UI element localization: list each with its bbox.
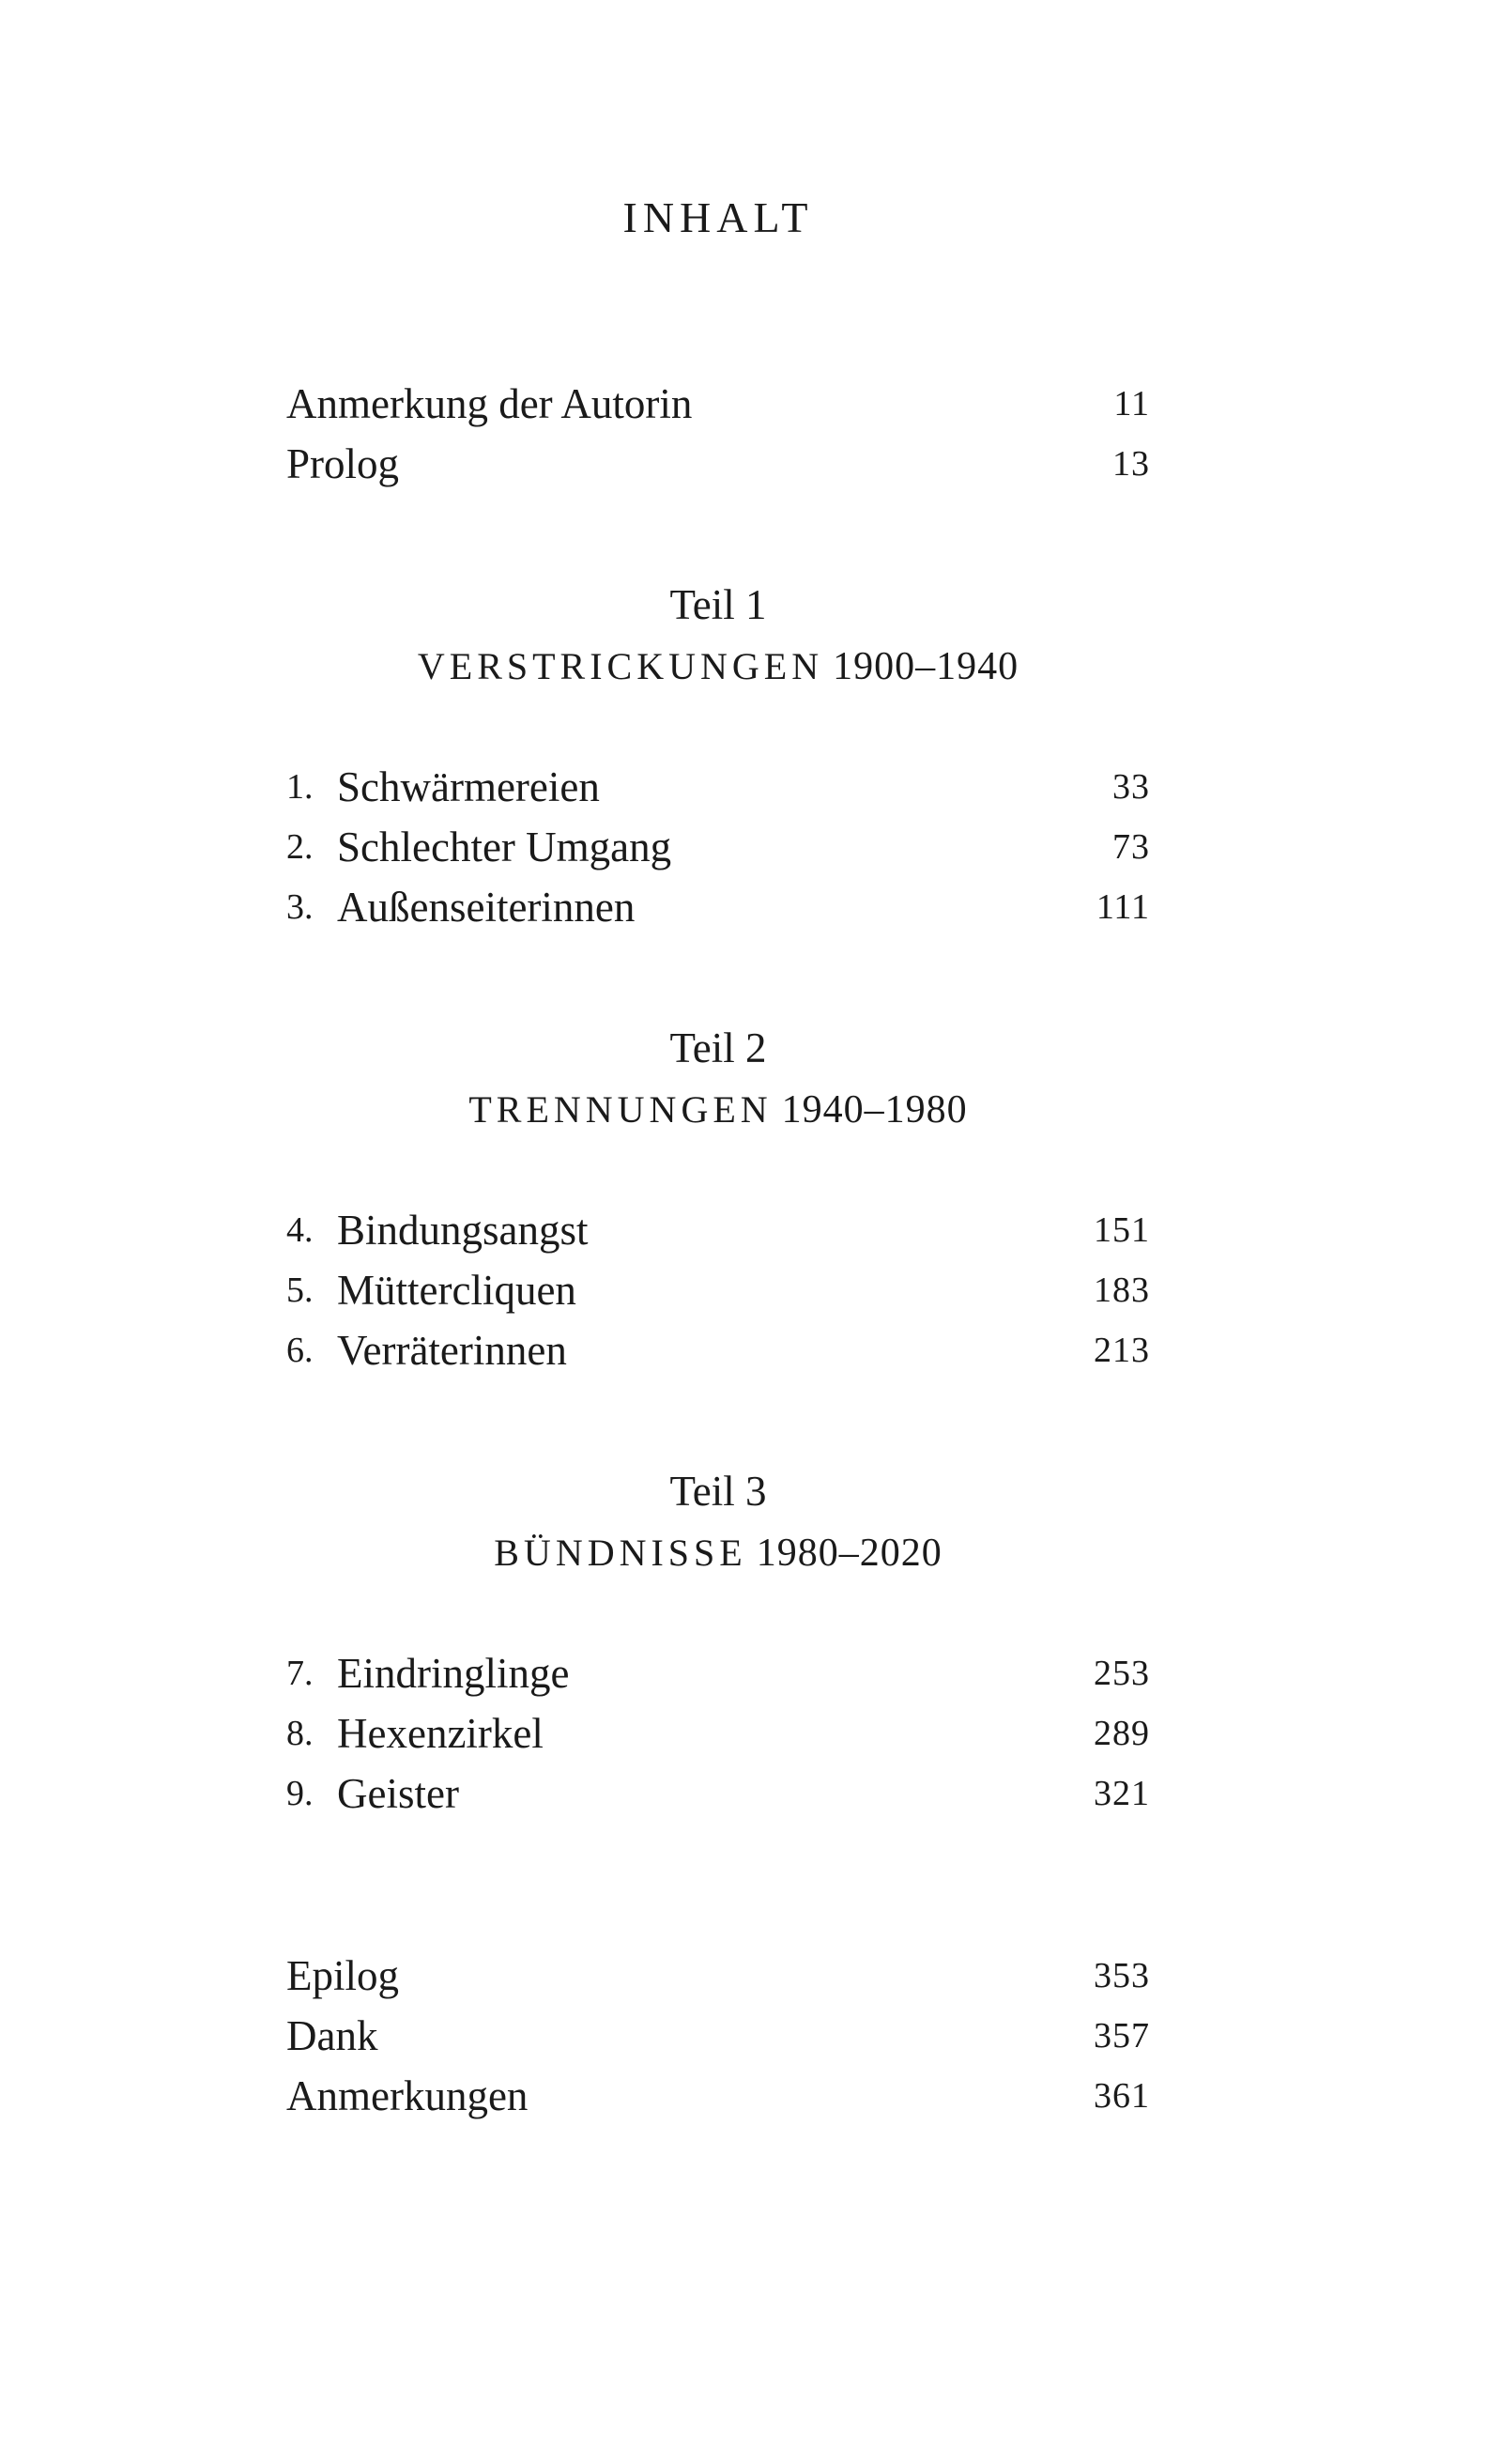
toc-entry-author-note[interactable] [286, 374, 1150, 434]
entry-page-number: 151 [1094, 1210, 1150, 1250]
entry-page-number: 357 [1094, 2016, 1150, 2056]
chapter-number: 7. [286, 1654, 314, 1693]
part-3-title [0, 1523, 1436, 1583]
entry-label: Außenseiterinnen [337, 884, 636, 931]
part-years: 1980–2020 [756, 1532, 943, 1575]
entry-label: Anmerkung der Autorin [286, 380, 693, 427]
page-title: INHALT [622, 193, 814, 241]
entry-label: Anmerkungen [286, 2072, 529, 2119]
chapter-number: 2. [286, 827, 314, 867]
part-1-title [0, 637, 1436, 697]
toc-entry-chapter-8[interactable] [286, 1703, 1150, 1763]
entry-label: Eindringlinge [337, 1650, 570, 1697]
entry-page-number: 253 [1094, 1654, 1150, 1693]
part-2-title [0, 1080, 1436, 1140]
entry-label: Müttercliquen [337, 1267, 576, 1314]
entry-page-number: 289 [1094, 1714, 1150, 1753]
part-title-text: TRENNUNGEN [468, 1088, 773, 1131]
part-years: 1900–1940 [833, 645, 1019, 688]
toc-entry-chapter-9[interactable] [286, 1763, 1150, 1824]
entry-page-number: 183 [1094, 1270, 1150, 1310]
toc-entry-chapter-6[interactable] [286, 1320, 1150, 1380]
entry-page-number: 73 [1112, 827, 1150, 867]
entry-label: Geister [337, 1770, 459, 1817]
toc-entry-dank[interactable] [286, 2006, 1150, 2066]
chapter-number: 8. [286, 1714, 314, 1753]
part-3-label: Teil 3 [669, 1468, 767, 1515]
entry-page-number: 111 [1096, 887, 1150, 927]
entry-page-number: 13 [1112, 444, 1150, 484]
part-1-label: Teil 1 [669, 581, 767, 628]
chapter-number: 1. [286, 767, 314, 807]
entry-page-number: 353 [1094, 1956, 1150, 1995]
toc-entry-chapter-2[interactable] [286, 817, 1150, 877]
entry-page-number: 213 [1094, 1331, 1150, 1370]
toc-entry-chapter-4[interactable] [286, 1200, 1150, 1260]
part-title-text: BÜNDNISSE [494, 1532, 747, 1574]
entry-label: Epilog [286, 1952, 399, 1999]
part-years: 1940–1980 [781, 1088, 968, 1132]
entry-label: Prolog [286, 440, 400, 487]
chapter-number: 3. [286, 887, 314, 927]
toc-entry-anmerkungen[interactable] [286, 2066, 1150, 2126]
entry-label: Verräterinnen [337, 1327, 567, 1374]
chapter-number: 6. [286, 1331, 314, 1370]
toc-entry-prolog[interactable] [286, 434, 1150, 494]
entry-page-number: 361 [1094, 2076, 1150, 2116]
entry-page-number: 33 [1112, 767, 1150, 807]
part-2-label: Teil 2 [669, 1024, 767, 1071]
chapter-number: 5. [286, 1270, 314, 1310]
chapter-number: 9. [286, 1774, 314, 1813]
part-title-text: VERSTRICKUNGEN [417, 645, 824, 687]
toc-entry-chapter-3[interactable] [286, 877, 1150, 937]
toc-entry-chapter-7[interactable] [286, 1643, 1150, 1703]
entry-page-number: 11 [1113, 384, 1150, 424]
entry-label: Dank [286, 2012, 378, 2059]
entry-label: Schwärmereien [337, 763, 600, 810]
entry-page-number: 321 [1094, 1774, 1150, 1813]
toc-entry-chapter-1[interactable] [286, 757, 1150, 817]
entry-label: Hexenzirkel [337, 1710, 544, 1757]
entry-label: Schlechter Umgang [337, 824, 672, 870]
entry-label: Bindungsangst [337, 1207, 589, 1254]
chapter-number: 4. [286, 1210, 314, 1250]
toc-entry-epilog[interactable] [286, 1946, 1150, 2006]
toc-entry-chapter-5[interactable] [286, 1260, 1150, 1320]
